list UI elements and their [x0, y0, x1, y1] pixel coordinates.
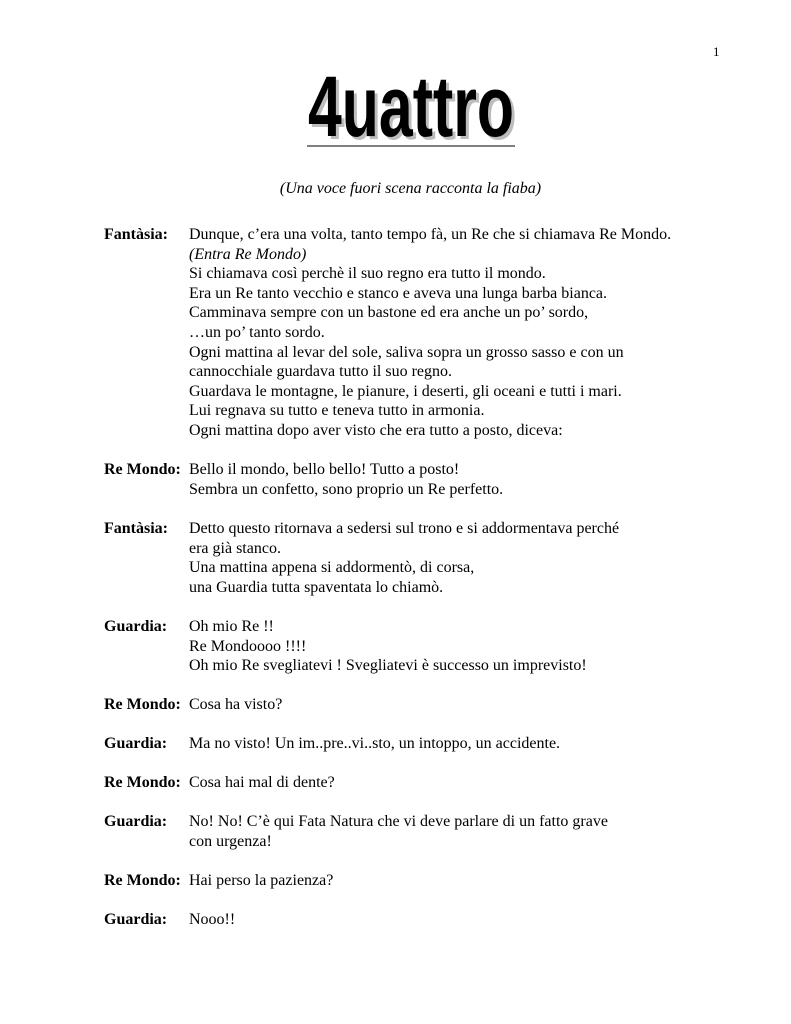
dialogue-block: [104, 225, 744, 441]
dialogue-line: Re Mondoooo !!!!: [189, 637, 307, 655]
dialogue-block: [104, 734, 744, 754]
dialogue-line: Si chiamava così perchè il suo regno era tutto il mondo.: [189, 265, 546, 283]
dialogue-lines: [189, 871, 744, 891]
page-number: 1: [713, 44, 720, 59]
speaker-name: Guardia:: [104, 911, 168, 928]
dialogue-line: Ogni mattina dopo aver visto che era tutto a posto, diceva:: [189, 421, 563, 439]
dialogue-lines: [189, 519, 744, 597]
dialogue-lines: [189, 910, 744, 930]
dialogue-block: [104, 773, 744, 793]
dialogue-line: Lui regnava su tutto e teneva tutto in armonia.: [189, 402, 485, 420]
dialogue-line: con urgenza!: [189, 832, 272, 850]
dialogue-line: Cosa ha visto?: [189, 696, 283, 713]
dialogue-block: [104, 695, 744, 715]
dialogue-line: Nooo!!: [189, 911, 236, 928]
stage-direction: (Una voce fuori scena racconta la fiaba): [279, 180, 542, 197]
dialogue-lines: [189, 695, 744, 715]
dialogue-line: Camminava sempre con un bastone ed era anche un po’ sordo,: [189, 304, 589, 322]
dialogue-block: [104, 460, 744, 499]
speaker-name: Guardia:: [104, 735, 168, 752]
speaker-name: Re Mondo:: [104, 872, 181, 889]
dialogue-lines: [189, 734, 744, 754]
speaker-name: Fantàsia:: [104, 520, 168, 537]
dialogue-lines: [189, 812, 744, 851]
dialogue-line: Oh mio Re svegliatevi ! Svegliatevi è successo un imprevisto!: [189, 657, 587, 675]
title-wordart: [305, 52, 517, 150]
dialogue-block: [104, 519, 744, 597]
dialogue-line: era già stanco.: [189, 539, 281, 557]
dialogue-lines: [189, 617, 744, 676]
dialogue-line: Ogni mattina al levar del sole, saliva sopra un grosso sasso e con un: [189, 343, 624, 361]
speaker-name: Fantàsia:: [104, 226, 168, 243]
dialogue-line: …un po’ tanto sordo.: [189, 323, 325, 341]
dialogue-lines: [189, 460, 744, 499]
speaker-name: Re Mondo:: [104, 696, 181, 713]
speaker-name: Guardia:: [104, 813, 168, 830]
dialogue-block: [104, 617, 744, 676]
dialogue-block: [104, 910, 744, 930]
dialogue-line: Ma no visto! Un im..pre..vi..sto, un intoppo, un accidente.: [189, 735, 561, 752]
dialogue-line: Sembra un confetto, sono proprio un Re perfetto.: [189, 480, 504, 498]
dialogue-block: [104, 812, 744, 851]
dialogue-line: Dunque, c’era una volta, tanto tempo fà, un Re che si chiamava Re Mondo.: [189, 226, 672, 243]
title-shadow: 4uattro: [311, 62, 517, 150]
dialogue-block: [104, 871, 744, 891]
speaker-name: Re Mondo:: [104, 461, 181, 478]
dialogue-line: Cosa hai mal di dente?: [189, 774, 335, 791]
dialogue-lines: [189, 225, 744, 441]
dialogue-line: Era un Re tanto vecchio e stanco e aveva una lunga barba bianca.: [189, 284, 608, 302]
dialogue-line: No! No! C’è qui Fata Natura che vi deve parlare di un fatto grave: [189, 813, 608, 830]
dialogue-line: una Guardia tutta spaventata lo chiamò.: [189, 578, 444, 596]
title-text: 4uattro: [308, 59, 514, 150]
stage-direction-line: (Entra Re Mondo): [189, 245, 307, 263]
dialogue-line: Hai perso la pazienza?: [189, 872, 334, 889]
dialogue-lines: [189, 773, 744, 793]
speaker-name: Re Mondo:: [104, 774, 181, 791]
dialogue-line: Detto questo ritornava a sedersi sul trono e si addormentava perché: [189, 520, 620, 537]
speaker-name: Guardia:: [104, 618, 168, 635]
dialogue-line: Una mattina appena si addormentò, di corsa,: [189, 559, 475, 577]
dialogue-line: Oh mio Re !!: [189, 618, 274, 635]
dialogue-line: Guardava le montagne, le pianure, i deserti, gli oceani e tutti i mari.: [189, 382, 622, 400]
dialogue-line: Bello il mondo, bello bello! Tutto a posto!: [189, 461, 460, 478]
dialogue-line: cannocchiale guardava tutto il suo regno.: [189, 363, 453, 381]
